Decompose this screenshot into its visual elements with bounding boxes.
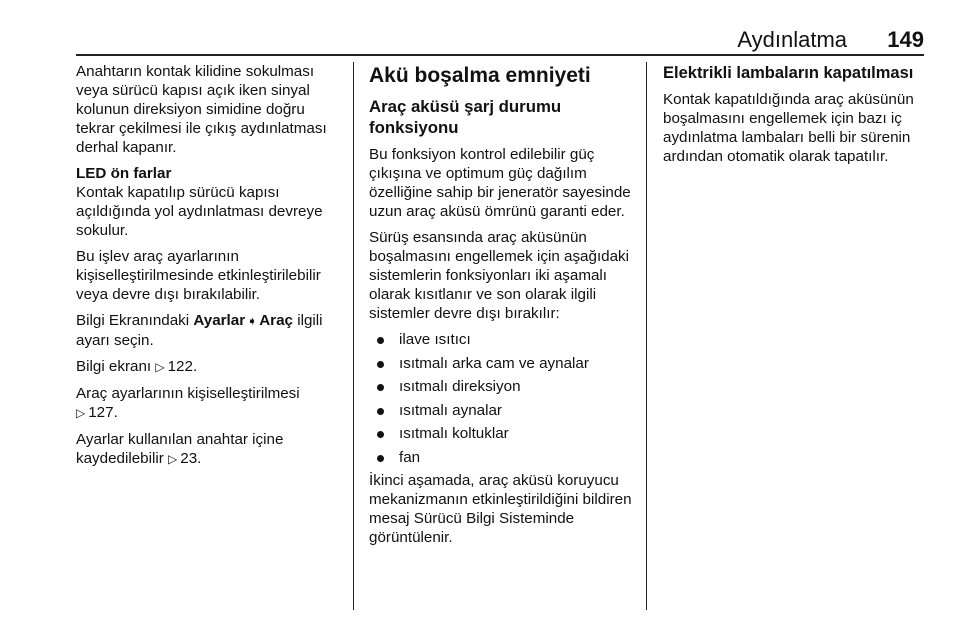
paragraph-settings-path: Bilgi Ekranındaki Ayarlar ➧ Araç ilgili ayarı seçin.	[76, 312, 323, 349]
reference-arrow-icon: ▷	[155, 360, 165, 374]
paragraph: Bu işlev araç ayarlarının kişiselleştirilmesinde etkinleştirilebilir veya devre dışı bırakılabilir.	[76, 248, 321, 303]
page-reference[interactable]: 122.	[167, 358, 198, 375]
bullet-icon	[377, 408, 384, 415]
column-divider	[646, 62, 647, 610]
paragraph: Bu fonksiyon kontrol edilebilir güç çıkışına ve optimum güç dağılım özelliğine sahip bir jeneratör sayesinde uzun araç aküsü ömrünü garanti eder.	[369, 146, 631, 220]
page-reference[interactable]: 127.	[88, 404, 118, 421]
paragraph: Kontak kapatıldığında araç aküsünün boşalmasını engellemek için bazı iç aydınlatma lambaları belli bir sürenin ardından otomatik olarak tapatılır.	[663, 91, 914, 165]
list-item: ısıtmalı direksiyon	[369, 377, 635, 396]
bullet-icon	[377, 455, 384, 462]
column-left	[76, 62, 338, 476]
column-divider	[353, 62, 354, 610]
paragraph-reference: Araç ayarlarının kişiselleştirilmesi ▷ 127.	[76, 385, 300, 421]
page-number: 149	[887, 27, 924, 52]
section-title: Elektrikli lambaların kapatılması	[663, 64, 914, 82]
paragraph: İkinci aşamada, araç aküsü koruyucu mekanizmanın etkinleştirildiğini bildiren mesaj Sürücü Bilgi Sisteminde görüntülenir.	[369, 472, 632, 546]
bullet-icon	[377, 337, 384, 344]
page-header	[76, 26, 924, 54]
paragraph-reference: Ayarlar kullanılan anahtar içine kaydedilebilir ▷ 23.	[76, 431, 284, 467]
systems-list	[369, 330, 635, 467]
chapter-title: Aydınlatma	[737, 27, 847, 52]
menu-vehicle: Araç	[259, 312, 293, 329]
paragraph-reference: Bilgi ekranı ▷ 122.	[76, 358, 198, 375]
bullet-icon	[377, 431, 384, 438]
header-rule	[76, 54, 924, 56]
bullet-icon	[377, 361, 384, 368]
subheading-led: LED ön farlar	[76, 165, 172, 182]
column-middle	[369, 62, 635, 554]
reference-arrow-icon: ▷	[168, 452, 178, 466]
section-subtitle: Araç aküsü şarj durumu fonksiyonu	[369, 97, 562, 137]
list-item: ilave ısıtıcı	[369, 330, 635, 349]
menu-settings: Ayarlar	[193, 312, 246, 329]
list-item: ısıtmalı koltuklar	[369, 424, 635, 443]
section-title: Akü boşalma emniyeti	[369, 64, 591, 87]
list-item: ısıtmalı arka cam ve aynalar	[369, 354, 635, 373]
reference-arrow-icon: ▷	[76, 406, 86, 420]
paragraph: Kontak kapatılıp sürücü kapısı açıldığında yol aydınlatması devreye sokulur.	[76, 184, 323, 239]
bullet-icon	[377, 384, 384, 391]
paragraph: Anahtarın kontak kilidine sokulması veya sürücü kapısı açık iken sinyal kolunun direksiyon simidine doğru tekrar çekilmesi ile çıkış aydınlatması derhal kapanır.	[76, 63, 327, 156]
arrow-right-icon: ➧	[247, 314, 258, 328]
page-reference[interactable]: 23.	[180, 450, 202, 467]
paragraph: Sürüş esansında araç aküsünün boşalmasını engellemek için aşağıdaki sistemlerin fonksiyonları iki aşamalı olarak kısıtlanır ve son olarak ilgili sistemler devre dışı bırakılır:	[369, 229, 630, 322]
list-item: fan	[369, 448, 635, 467]
list-item: ısıtmalı aynalar	[369, 401, 635, 420]
column-right	[663, 62, 925, 173]
